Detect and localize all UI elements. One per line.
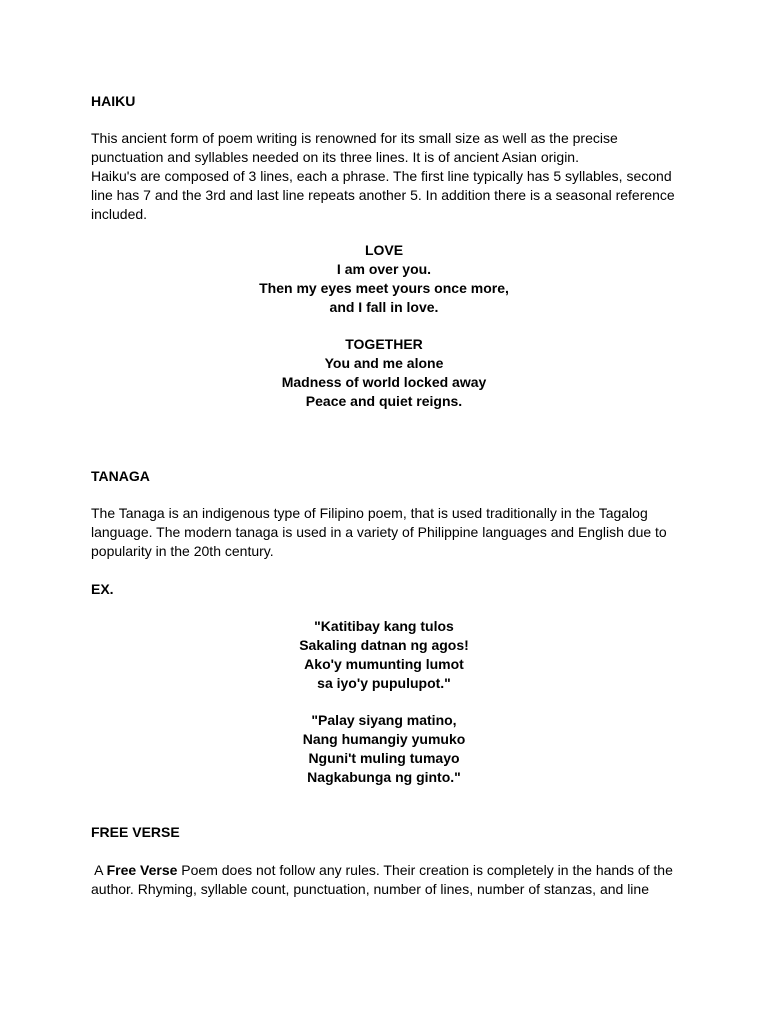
poem-line: "Katitibay kang tulos [314,618,454,634]
poem-line: sa iyo'y pupulupot." [317,675,451,691]
example-label: EX. [91,581,114,597]
paragraph-line: punctuation and syllables needed on its three lines. It is of ancient Asian origin. [91,149,579,165]
poem-line: Ako'y mumunting lumot [304,656,464,672]
paragraph-line [91,861,681,880]
paragraph-line: included. [91,206,148,222]
poem-line: Peace and quiet reigns. [305,393,463,409]
tanaga-paragraph [91,504,681,561]
paragraph-line: author. Rhyming, syllable count, punctuation, number of lines, number of stanzas, and line [91,881,649,897]
paragraph-line: The Tanaga is an indigenous type of Filipino poem, that is used traditionally in the Tagalog [91,505,648,521]
poem-line: Madness of world locked away [281,374,487,390]
haiku-heading: HAIKU [91,93,136,109]
haiku-poem-love [0,241,768,317]
poem-line: Sakaling datnan ng agos! [299,637,469,653]
paragraph-line: Haiku's are composed of 3 lines, each a phrase. The first line typically has 5 syllables, second [91,168,672,184]
tanaga-poem-1 [0,617,768,693]
poem-line: You and me alone [324,355,444,371]
haiku-paragraph [91,129,681,224]
poem-line: Nguni't muling tumayo [308,750,460,766]
free-verse-heading: FREE VERSE [91,824,180,840]
poem-title: TOGETHER [345,336,423,352]
paragraph-line: This ancient form of poem writing is renowned for its small size as well as the precise [91,130,618,146]
paragraph-line: popularity in the 20th century. [91,543,274,559]
free-verse-term: Free Verse [106,862,178,878]
poem-line: Nang humangiy yumuko [302,731,466,747]
paragraph-line: line has 7 and the 3rd and last line repeats another 5. In addition there is a seasonal reference [91,187,675,203]
poem-line: Nagkabunga ng ginto." [307,769,461,785]
tanaga-poem-2 [0,711,768,787]
free-verse-paragraph [91,861,681,899]
free-verse-rest: Poem does not follow any rules. Their creation is completely in the hands of the [177,862,673,878]
paragraph-line: language. The modern tanaga is used in a variety of Philippine languages and English due to [91,524,667,540]
haiku-poem-together [0,335,768,411]
poem-line: "Palay siyang matino, [311,712,457,728]
free-verse-prefix: A [91,862,107,878]
poem-line: and I fall in love. [329,299,439,315]
poem-line: Then my eyes meet yours once more, [259,280,509,296]
tanaga-heading: TANAGA [91,468,150,484]
poem-line: I am over you. [336,261,432,277]
poem-title: LOVE [364,242,404,258]
